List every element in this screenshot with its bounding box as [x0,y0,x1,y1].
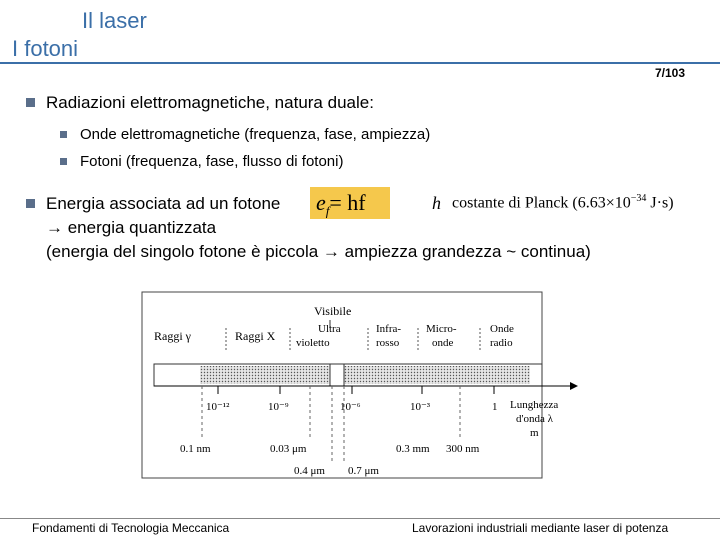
page-number: 7/103 [655,66,686,80]
bullet-marker [26,98,35,107]
bullet-text-line2: → energia quantizzata [46,218,217,237]
axis-label: m [530,427,539,439]
sub-bullet-text: Onde elettromagnetiche (frequenza, fase, ampiezza) [80,126,431,143]
band-label: Raggi X [235,329,276,343]
sub-bullet-text: Fotoni (frequenza, fase, flusso di fotoni) [80,153,344,170]
header-rule [0,62,720,64]
bullet-text: Energia associata ad un fotone [46,194,281,213]
band-label: onde [432,337,454,349]
slide-title-line1: Il laser [82,8,147,33]
exponent-label: 10⁻³ [410,401,431,413]
sub-bullet-marker [60,131,67,138]
exponent-label: 10⁻⁶ [340,401,361,413]
exponent-label: 1 [492,401,498,413]
spectrum-fill [200,366,530,384]
right-arrow-icon: → [46,218,63,237]
bottom-label: 0.3 mm [396,443,430,455]
footer-rule [0,518,720,519]
axis-label: d'onda λ [516,413,553,425]
band-label: rosso [376,337,400,349]
bullet-text: Radiazioni elettromagnetiche, natura duale: [46,93,374,112]
footer-right: Lavorazioni industriali mediante laser di potenza [412,521,669,535]
band-label: violetto [296,337,330,349]
right-arrow-icon: → [322,242,340,261]
slide-title-line2: I fotoni [12,36,79,61]
band-label: Infra- [376,323,402,335]
visible-label: Visibile [314,304,352,318]
bottom-label: 0.03 μm [270,443,307,455]
visible-band [330,364,344,386]
exponent-label: 10⁻¹² [206,401,230,413]
planck-symbol: h [432,193,441,213]
band-label: Micro- [426,323,457,335]
footer-left: Fondamenti di Tecnologia Meccanica [32,521,230,535]
band-label: Raggi γ [154,329,191,343]
bottom-label: 300 nm [446,443,480,455]
axis-label: Lunghezza [510,399,559,411]
sub-bullet-marker [60,158,67,165]
bullet-text-line3: (energia del singolo fotone è piccola → ampiezza grandezza ~ continua) [46,242,591,261]
band-label: Onde [490,323,514,335]
band-label: Ultra [318,323,341,335]
em-spectrum-diagram [140,290,580,482]
lower-label: 0.7 μm [348,465,379,477]
bullet-marker [26,199,35,208]
exponent-label: 10⁻⁹ [268,401,289,413]
band-label: radio [490,337,513,349]
axis-arrow-icon [570,382,578,390]
bottom-label: 0.1 nm [180,443,211,455]
energy-formula: $e_f=$ hf [316,190,366,219]
lower-label: 0.4 μm [294,465,325,477]
planck-constant: costante di Planck ($6.63\times 10^{-34}$ J·s) [452,193,674,212]
